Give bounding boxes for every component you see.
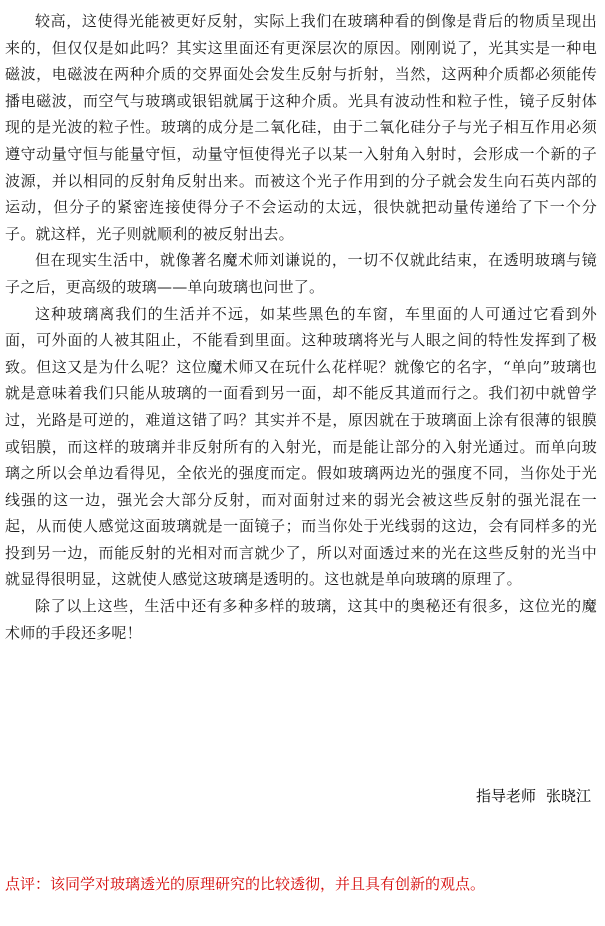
- paragraph-2: 但在现实生活中，就像著名魔术师刘谦说的，一切不仅就此结束，在透明玻璃与镜子之后，更高级的玻璃——单向玻璃也问世了。: [5, 251, 597, 296]
- signature-role: 指导老师: [475, 789, 536, 805]
- paragraph-1: 较高，这使得光能被更好反射，实际上我们在玻璃种看的倒像是背后的物质呈现出来的，但仅仅是如此吗？其实这里面还有更深层次的原因。刚刚说了，光其实是一种电磁波，电磁波在两种介质的交界面处会发生反射与折射，当然，这两种介质都必须能传播电磁波，而空气与玻璃或银铝就属于这种介质。光具有波动性和粒子性，镜子反射体现的是光波的粒子性。玻璃的成分是二氧化硅，由于二氧化硅分子与光子相互作用必须遵守动量守恒与能量守恒，动量守恒使得光子以某一入射角入射时，会形成一个新的子波源，并以相同的反射角反射出来。而被这个光子作用到的分子就会发生向石英内部的运动，但分子的紧密连接使得分子不会运动的太远，很快就把动量传递给了下一个分子。就这样，光子则就顺利的被反射出去。: [5, 12, 597, 243]
- paragraph-4: 除了以上这些，生活中还有多种多样的玻璃，这其中的奥秘还有很多，这位光的魔术师的手段还多呢！: [5, 597, 597, 642]
- paragraph-3: 这种玻璃离我们的生活并不远，如某些黑色的车窗，车里面的人可通过它看到外面，可外面的人被其阻止，不能看到里面。这种玻璃将光与人眼之间的特性发挥到了极致。但这又是为什么呢？这位魔术师又在玩什么花样呢？就像它的名字，“单向”玻璃也就是意味着我们只能从玻璃的一面看到另一面，却不能反其道而行之。我们初中就曾学过，光路是可逆的，难道这错了吗？其实并不是，原因就在于玻璃面上涂有很薄的银膜或铝膜，而这样的玻璃并非反射所有的入射光，而是能让部分的入射光通过。而单向玻璃之所以会单边看得见，全依光的强度而定。假如玻璃两边光的强度不同，当你处于光线强的这一边，强光会大部分反射，而对面射过来的弱光会被这些反射的强光混在一起，从而使人感觉这面玻璃就是一面镜子；而当你处于光线弱的这边，会有同样多的光投到另一边，而能反射的光相对而言就少了，所以对面透过来的光在这些反射的光当中就显得很明显，这就使人感觉这玻璃是透明的。这也就是单向玻璃的原理了。: [5, 304, 597, 589]
- teacher-comment: 点评：该同学对玻璃透光的原理研究的比较透彻，并且具有创新的观点。: [5, 877, 486, 893]
- signature-name: 张晓江: [545, 789, 591, 805]
- teacher-signature: [476, 787, 591, 807]
